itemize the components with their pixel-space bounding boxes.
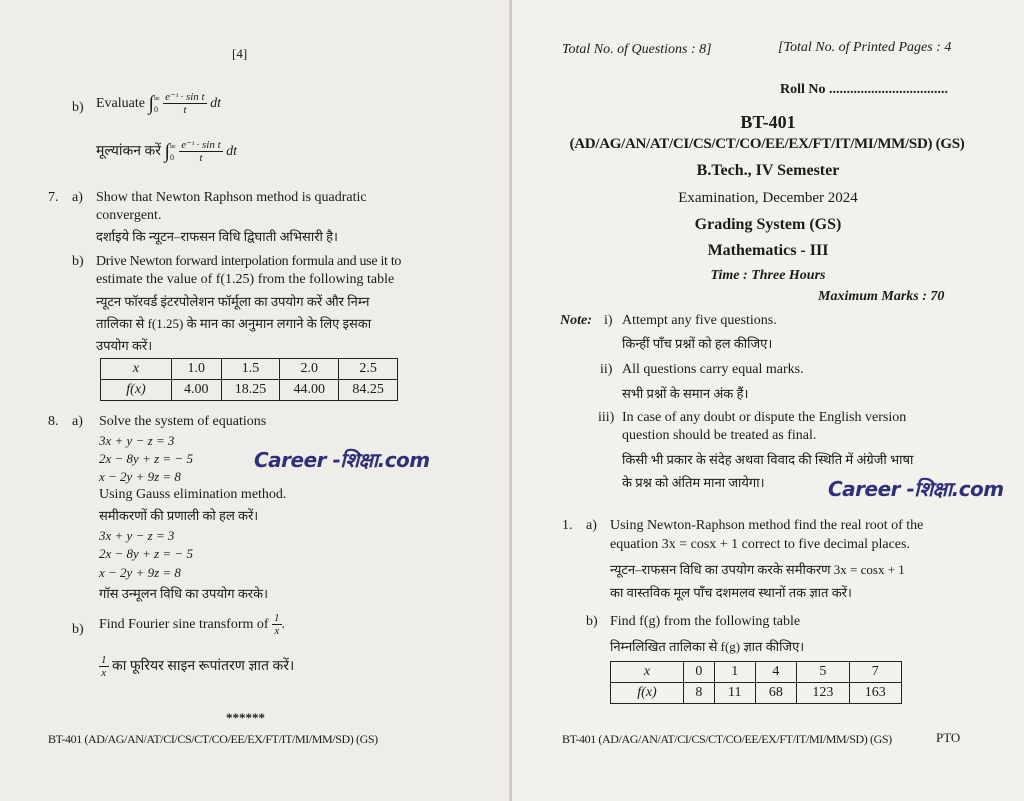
- table-cell: 4: [755, 662, 797, 683]
- branches: (AD/AG/AN/AT/CI/CS/CT/CO/EE/EX/FT/IT/MI/MM/SD) (GS): [569, 136, 965, 152]
- end-stars: ******: [226, 710, 265, 725]
- roll-no: Roll No ..................................: [780, 82, 948, 97]
- table-cell: 123: [797, 683, 849, 704]
- q8b-hindi-text: का फूरियर साइन रूपांतरण ज्ञात करें।: [112, 659, 295, 675]
- q7a-english-1: Show that Newton Raphson method is quadratic: [96, 190, 367, 205]
- note-iii-hindi-1: किसी भी प्रकार के संदेह अथवा विवाद की स्थिति में अंग्रेजी भाषा: [622, 452, 914, 467]
- fraction-denominator: x: [274, 625, 280, 637]
- q1-number: 1.: [562, 518, 573, 533]
- integral-lower-hi: 0: [170, 153, 175, 162]
- table-row: [101, 359, 398, 380]
- q7b-table: [100, 358, 398, 401]
- fraction-1-over-x-hi: [99, 655, 109, 679]
- integrand-fraction: [163, 92, 206, 116]
- q6b-evaluate-text: Evaluate: [96, 96, 145, 112]
- equation-4: 3x + y − z = 3: [99, 528, 175, 543]
- left-footer: BT-401 (AD/AG/AN/AT/CI/CS/CT/CO/EE/EX/FT/IT/MI/MM/SD) (GS): [48, 732, 378, 746]
- table-cell: 2.0: [280, 359, 339, 380]
- q6b-english: [96, 92, 221, 116]
- q8b-english: Find Fourier sine transform of $\frac{1}{x}$ .: [99, 612, 286, 637]
- integrand-fraction-hi: [179, 140, 222, 164]
- q6b-label: b): [72, 100, 84, 115]
- q1b-english: Find f(g) from the following table: [610, 614, 801, 629]
- right-footer: BT-401 (AD/AG/AN/AT/CI/CS/CT/CO/EE/EX/FT/IT/MI/MM/SD) (GS): [562, 732, 892, 746]
- q8-number: 8.: [48, 414, 59, 429]
- integral-symbol-hi: ∫: [164, 140, 171, 163]
- table-cell: 68: [755, 683, 797, 704]
- watermark-right: Career -शिक्षा.com: [828, 477, 1004, 501]
- integral-upper: ∞: [153, 93, 160, 103]
- equation-1: 3x + y − z = 3: [99, 433, 175, 448]
- table-row: [611, 683, 902, 704]
- table-cell: 7: [849, 662, 901, 683]
- q8a-english: Solve the system of equations: [99, 414, 267, 429]
- integrand-numerator-hi: e⁻ᵗ · sin t: [181, 139, 221, 151]
- note-iii-english-2: question should be treated as final.: [622, 428, 817, 443]
- note-i-hindi: किन्हीं पाँच प्रश्नों को हल कीजिए।: [622, 336, 773, 351]
- integrand-denominator-hi: t: [199, 152, 203, 164]
- fraction-1-over-x: [272, 613, 282, 637]
- q6b-hindi: [96, 140, 237, 164]
- note-ii-label: ii): [600, 362, 613, 377]
- q1b-hindi: निम्नलिखित तालिका से f(g) ज्ञात कीजिए।: [610, 639, 805, 654]
- q7b-hindi-2: तालिका से f(1.25) के मान का अनुमान लगाने के लिए इसका: [96, 316, 372, 331]
- table-row: [101, 380, 398, 401]
- note-label: Note:: [560, 313, 592, 328]
- table-cell: 163: [849, 683, 901, 704]
- differential-hi: dt: [226, 144, 238, 160]
- table-cell: 1: [714, 662, 755, 683]
- q1a-label: a): [586, 518, 597, 533]
- grading-system: Grading System (GS): [694, 216, 842, 233]
- q1b-label: b): [586, 614, 598, 629]
- table-cell: 5: [797, 662, 849, 683]
- fraction-denominator-hi: x: [101, 667, 107, 679]
- right-page: [512, 0, 1024, 801]
- equation-6: x − 2y + 9z = 8: [99, 565, 181, 580]
- table-cell: 84.25: [339, 380, 398, 401]
- integral-limits: [154, 93, 160, 115]
- q7b-hindi-3: उपयोग करें।: [96, 338, 153, 353]
- note-ii-english: All questions carry equal marks.: [622, 362, 804, 377]
- subject: Mathematics - III: [707, 242, 829, 259]
- q7b-english-1: Drive Newton forward interpolation formula and use it to: [96, 254, 402, 269]
- q7b-english-2: estimate the value of f(1.25) from the following table: [96, 272, 395, 287]
- exam-session: Examination, December 2024: [678, 190, 858, 206]
- q1a-english-2: equation 3x = cosx + 1 correct to five decimal places.: [610, 537, 910, 552]
- fraction-numerator-hi: 1: [101, 654, 107, 666]
- q8a-gauss-english: Using Gauss elimination method.: [99, 487, 287, 502]
- note-ii-hindi: सभी प्रश्नों के समान अंक हैं।: [622, 386, 749, 401]
- note-iii-hindi-2: के प्रश्न को अंतिम माना जायेगा।: [622, 475, 765, 490]
- course: B.Tech., IV Semester: [696, 162, 840, 179]
- integral-lower: 0: [153, 105, 158, 114]
- q7b-label: b): [72, 254, 84, 269]
- differential: dt: [210, 96, 221, 112]
- max-marks: Maximum Marks : 70: [818, 289, 945, 304]
- q1a-hindi-1: न्यूटन–राफसन विधि का उपयोग करके समीकरण 3x = cosx + 1: [610, 562, 905, 577]
- table-row: [611, 662, 902, 683]
- table-cell: 11: [714, 683, 755, 704]
- q8b-label: b): [72, 622, 84, 637]
- q8a-gauss-hindi: गॉस उन्मूलन विधि का उपयोग करके।: [99, 586, 269, 601]
- paper-code: BT-401: [740, 112, 796, 132]
- table-cell: 2.5: [339, 359, 398, 380]
- q8b-english-text: Find Fourier sine transform of: [99, 617, 269, 633]
- table-cell: f(x): [611, 683, 684, 704]
- q7a-english-2: convergent.: [96, 208, 162, 223]
- q7a-label: a): [72, 190, 83, 205]
- table-cell: 1.0: [172, 359, 222, 380]
- table-cell: 44.00: [280, 380, 339, 401]
- table-cell: f(x): [101, 380, 172, 401]
- note-iii-label: iii): [598, 410, 615, 425]
- q7-number: 7.: [48, 190, 59, 205]
- table-cell: 0: [684, 662, 715, 683]
- time: Time : Three Hours: [710, 268, 826, 283]
- integrand-denominator: t: [183, 104, 187, 116]
- integral-symbol: ∫: [148, 92, 154, 115]
- q8a-label: a): [72, 414, 83, 429]
- page-number: [4]: [232, 46, 248, 61]
- table-cell: 8: [684, 683, 715, 704]
- q7a-hindi: दर्शाइये कि न्यूटन–राफसन विधि द्विघाती अभिसारी है।: [96, 229, 338, 244]
- q8a-hindi: समीकरणों की प्रणाली को हल करें।: [99, 508, 259, 523]
- equation-2: 2x − 8y + z = − 5: [99, 451, 193, 466]
- table-cell: 1.5: [221, 359, 280, 380]
- note-i-label: i): [604, 313, 613, 328]
- pto: PTO: [936, 730, 961, 745]
- note-i-english: Attempt any five questions.: [622, 313, 777, 328]
- q8b-hindi: [99, 655, 294, 679]
- total-pages: [Total No. of Printed Pages : 4: [778, 40, 952, 55]
- watermark-left: Career -शिक्षा.com: [254, 448, 430, 472]
- q1a-english-1: Using Newton-Raphson method find the real root of the: [610, 518, 924, 533]
- q7b-hindi-1: न्यूटन फॉरवर्ड इंटरपोलेशन फॉर्मूला का उपयोग करें और निम्न: [96, 294, 370, 309]
- integrand-numerator: e⁻ᵗ · sin t: [165, 91, 205, 103]
- equation-3: x − 2y + 9z = 8: [99, 469, 181, 484]
- total-questions: Total No. of Questions : 8]: [562, 42, 712, 57]
- equation-5: 2x − 8y + z = − 5: [99, 546, 193, 561]
- table-cell: x: [611, 662, 684, 683]
- table-cell: x: [101, 359, 172, 380]
- q6b-hindi-text: मूल्यांकन करें: [96, 144, 162, 160]
- integral-limits-hi: [170, 141, 176, 163]
- integral-upper-hi: ∞: [170, 141, 176, 151]
- q1a-hindi-2: का वास्तविक मूल पाँच दशमलव स्थानों तक ज्ञात करें।: [610, 585, 852, 600]
- table-cell: 4.00: [172, 380, 222, 401]
- q1b-table: [610, 661, 902, 704]
- note-iii-english-1: In case of any doubt or dispute the English version: [622, 410, 907, 425]
- fraction-numerator: 1: [274, 612, 280, 624]
- table-cell: 18.25: [221, 380, 280, 401]
